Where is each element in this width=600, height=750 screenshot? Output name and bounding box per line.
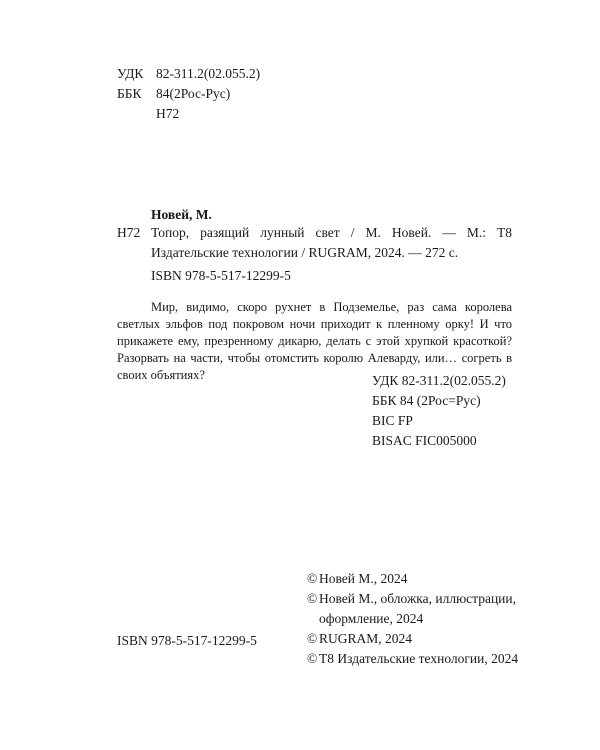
udk-row xyxy=(117,64,260,84)
copyright-text: Новей М., обложка, иллюстрации, xyxy=(319,591,517,606)
copyright-line xyxy=(307,629,518,649)
copyright-text: Т8 Издательские технологии, 2024 xyxy=(319,651,519,666)
class-right-udk: УДК 82-311.2(02.055.2) xyxy=(372,373,506,388)
bbk-row xyxy=(117,84,260,104)
copyright-symbol: © xyxy=(307,631,318,646)
isbn-bottom: ISBN 978-5-517-12299-5 xyxy=(117,633,257,648)
author-mark: Н72 xyxy=(156,106,180,121)
udk-value: 82-311.2(02.055.2) xyxy=(156,66,261,81)
copyright-line xyxy=(307,649,518,669)
author-code: Н72 xyxy=(117,225,141,240)
classification-top xyxy=(117,64,260,124)
copyright-line xyxy=(307,569,518,589)
bbk-label: ББК xyxy=(117,86,142,101)
copyright-text-continuation: оформление, 2024 xyxy=(319,611,424,626)
copyright-symbol: © xyxy=(307,591,318,606)
class-right-bisac: BISAC FIC005000 xyxy=(372,433,477,448)
udk-label: УДК xyxy=(117,66,144,81)
classification-right xyxy=(372,371,506,451)
copyright-symbol: © xyxy=(307,571,318,586)
class-right-bic: BIC FP xyxy=(372,413,413,428)
copyright-block xyxy=(307,569,518,669)
author-name: Новей, М. xyxy=(151,207,212,222)
copyright-line-continuation xyxy=(307,609,518,629)
copyright-text: RUGRAM, 2024 xyxy=(319,631,413,646)
copyright-text: Новей М., 2024 xyxy=(319,571,408,586)
annotation-text: Мир, видимо, скоро рухнет в Подземелье, раз сама королева светлых эльфов под покровом ночи приходит к пленному орку! И что прикажете ему, презренному дикарю, делать с этой хрупкой красоткой? Разорвать на части, чтобы отомстить королю Алеварду, или… согреть в своих объятиях? xyxy=(117,300,512,382)
bbk-value: 84(2Рос-Рус) xyxy=(156,86,231,101)
copyright-line xyxy=(307,589,518,609)
isbn-main: ISBN 978-5-517-12299-5 xyxy=(151,268,291,283)
bibliographic-description: Топор, разящий лунный свет / М. Новей. — М.: Т8 Издательские технологии / RUGRAM, 2024. — 272 с. xyxy=(151,225,512,260)
copyright-symbol: © xyxy=(307,651,318,666)
author-mark-row xyxy=(117,104,260,124)
class-right-bbk: ББК 84 (2Рос=Рус) xyxy=(372,393,481,408)
